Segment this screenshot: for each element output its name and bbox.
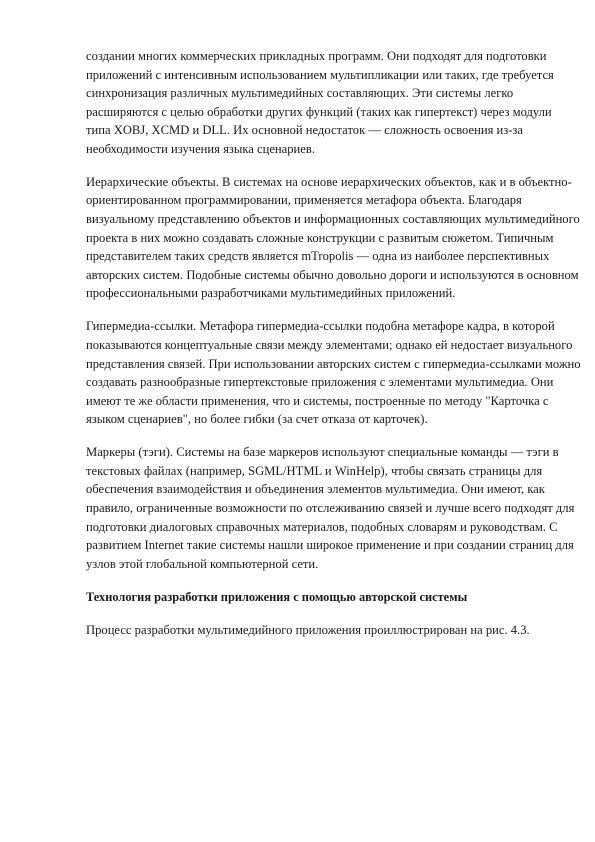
text-line: Гипермедиа-ссылки. Метафора гипермедиа-ссылки подобна метафоре кадра, в которой	[86, 319, 555, 334]
text-line: Процесс разработки мультимедийного приложения проиллюстрирован на рис. 4.3.	[86, 622, 530, 637]
text-line: подготовки диалоговых справочных материалов, подобных словарям и руководствам. С	[86, 519, 558, 534]
text-line: представителем таких средств является mTropolis — одна из наиболее перспективных	[86, 249, 550, 264]
text-line: языком сценариев", но более гибки (за счет отказа от карточек).	[86, 412, 428, 427]
text-line: правило, ограниченные возможности по отслеживанию связей и лучше всего подходят для	[86, 500, 575, 515]
text-line: профессиональными разработчиками мультимедийных приложений.	[86, 286, 456, 301]
text-line: представления связей. При использовании авторских систем с гипермедиа-ссылками можно	[86, 356, 581, 371]
text-line: приложений с интенсивным использованием мультипликации или таких, где требуется	[86, 67, 554, 82]
paragraph-authoring-scripting	[86, 47, 566, 159]
document-body	[86, 47, 581, 653]
text-line: проекта в них можно создавать сложные конструкции с развитым сюжетом. Типичным	[86, 230, 554, 245]
text-line: показываются концептуальные связи между элементами; однако ей недостает визуального	[86, 337, 573, 352]
text-line: авторских систем. Подобные системы обычно довольно дороги и используются в основном	[86, 267, 579, 282]
paragraph-process-description	[86, 621, 566, 640]
paragraph-markers-tags	[86, 443, 575, 573]
text-line: ориентированном программировании, применяется метафора объекта. Благодаря	[86, 193, 522, 208]
text-line: расширяются с целью обработки других функций (таких как гипертекст) через модули	[86, 104, 552, 119]
text-line: обеспечения взаимодействия и объединения элементов мультимедиа. Они имеют, как	[86, 482, 545, 497]
text-line: создавать разнообразные гипертекстовые приложения с элементами мультимедиа. Они	[86, 375, 554, 390]
paragraph-hypermedia-links	[86, 317, 581, 429]
text-line: визуальному представлению объектов и информационных составляющих мультимедийного	[86, 212, 580, 227]
paragraph-hierarchical-objects	[86, 173, 580, 303]
text-line: создании многих коммерческих прикладных программ. Они подходят для подготовки	[86, 49, 547, 63]
text-line: Маркеры (тэги). Системы на базе маркеров используют специальные команды — тэги в	[86, 445, 559, 460]
text-line: Иерархические объекты. В системах на основе иерархических объектов, как и в объектно-	[86, 174, 572, 189]
text-line: текстовых файлах (например, SGML/HTML и WinHelp), чтобы связать страницы для	[86, 463, 543, 478]
text-line: типа XOBJ, XCMD и DLL. Их основной недостаток — сложность освоения из-за	[86, 123, 523, 138]
text-line: необходимости изучения языка сценариев.	[86, 141, 315, 156]
text-line: узлов этой глобальной компьютерной сети.	[86, 556, 319, 571]
section-heading: Технология разработки приложения с помощью авторской системы	[86, 589, 468, 604]
text-line: имеют те же области применения, что и системы, построенные по методу "Карточка с	[86, 393, 549, 408]
text-line: развитием Internet такие системы нашли широкое применение и при создании страниц для	[86, 538, 574, 553]
text-line: синхронизация различных мультимедийных составляющих. Эти системы легко	[86, 86, 514, 101]
